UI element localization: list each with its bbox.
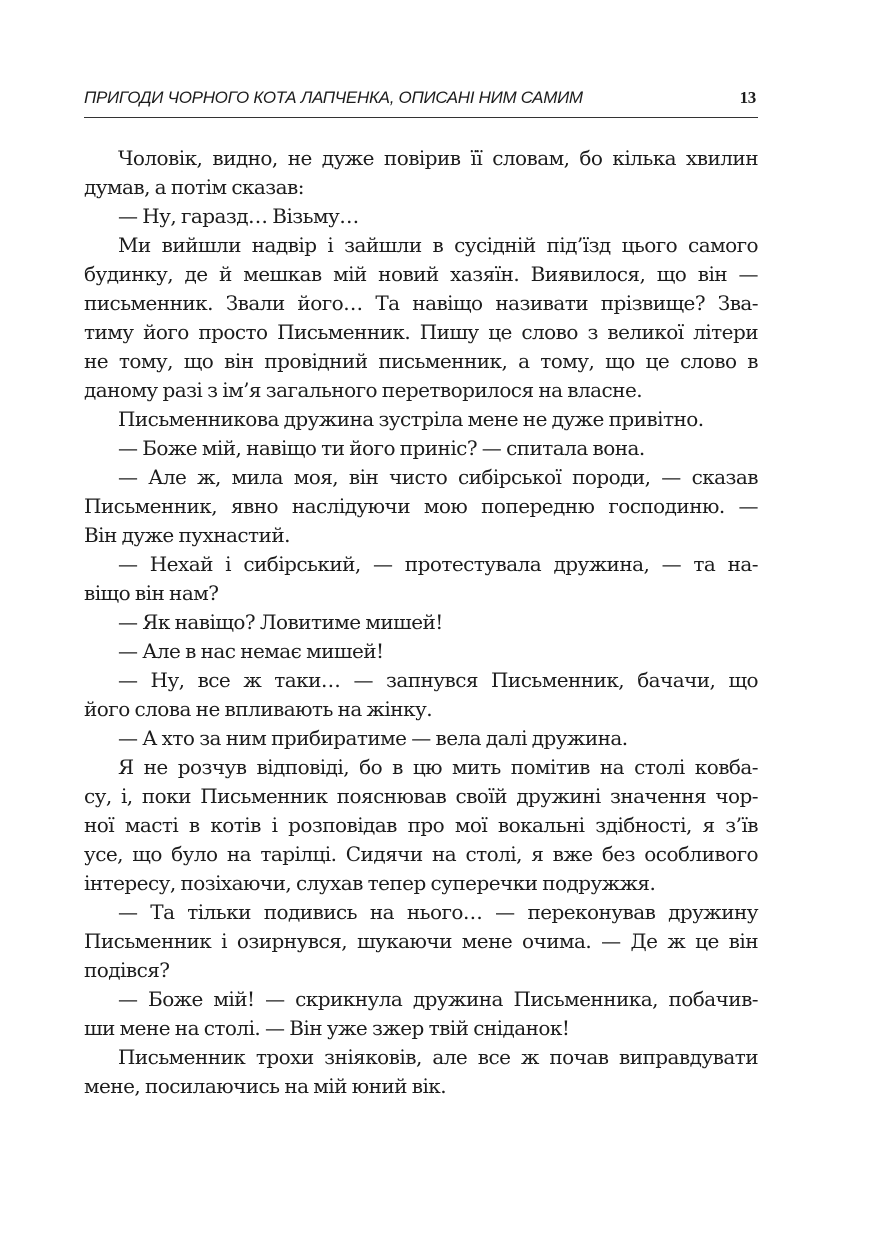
- text-line: Ми вийшли надвір і зайшли в сусідній під’їзд цього самого: [118, 233, 758, 257]
- body-text: [84, 144, 758, 1101]
- text-line: — Ну, гаразд… Візьму…: [118, 204, 359, 228]
- text-line: ної масті в котів і розповідав про мої вокальні здібності, я з’їв: [84, 813, 758, 837]
- text-line: віщо він нам?: [84, 581, 219, 605]
- text-line: Письменникова дружина зустріла мене не дуже привітно.: [118, 407, 704, 431]
- text-line: — Боже мій, навіщо ти його приніс? — спитала вона.: [118, 436, 645, 460]
- running-header: [84, 88, 758, 112]
- text-line: думав, а потім сказав:: [84, 175, 304, 199]
- text-line: мене, посилаючись на мій юний вік.: [84, 1074, 447, 1098]
- text-line: письменник. Звали його… Та навіщо називати прізвище? Зва-: [84, 291, 758, 315]
- text-line: його слова не впливають на жінку.: [84, 697, 433, 721]
- text-line: су, і, поки Письменник пояснював своїй дружині значення чор-: [84, 784, 758, 808]
- text-line: — Боже мій! — скрикнула дружина Письменника, побачив-: [118, 987, 758, 1011]
- running-header-title: ПРИГОДИ ЧОРНОГО КОТА ЛАПЧЕНКА, ОПИСАНІ НИМ САМИМ: [84, 88, 583, 107]
- text-line: — Нехай і сибірський, — протестувала дружина, — та на-: [118, 552, 758, 576]
- text-line: — Але ж, мила моя, він чисто сибірської породи, — сказав: [118, 465, 758, 489]
- text-line: Письменник і озирнувся, шукаючи мене очима. — Де ж це він: [84, 929, 758, 953]
- text-line: подівся?: [84, 958, 170, 982]
- text-line: Чоловік, видно, не дуже повірив її словам, бо кілька хвилин: [118, 146, 758, 170]
- text-line: не тому, що він провідний письменник, а тому, що це слово в: [84, 349, 758, 373]
- text-line: Я не розчув відповіді, бо в цю мить помітив на столі ковба-: [118, 755, 758, 779]
- text-line: — Але в нас немає мишей!: [118, 639, 384, 663]
- header-rule: [84, 117, 758, 118]
- text-line: — Та тільки подивись на нього… — переконував дружину: [118, 900, 758, 924]
- text-line: Письменник трохи зніяковів, але все ж почав виправдувати: [118, 1045, 758, 1069]
- text-line: інтересу, позіхаючи, слухав тепер суперечки подружжя.: [84, 871, 656, 895]
- text-line: будинку, де й мешкав мій новий хазяїн. Виявилося, що він —: [84, 262, 758, 286]
- text-line: тиму його просто Письменник. Пишу це слово з великої літери: [84, 320, 758, 344]
- text-line: ши мене на столі. — Він уже зжер твій сніданок!: [84, 1016, 570, 1040]
- text-line: — Як навіщо? Ловитиме мишей!: [118, 610, 443, 634]
- text-line: Письменник, явно наслідуючи мою попередню господиню. —: [84, 494, 758, 518]
- text-line: даному разі з ім’я загального перетворилося на власне.: [84, 378, 643, 402]
- text-line: усе, що було на тарілці. Сидячи на столі, я вже без особливого: [84, 842, 758, 866]
- text-line: Він дуже пухнастий.: [84, 523, 290, 547]
- page-number: 13: [739, 88, 756, 107]
- text-line: — Ну, все ж таки… — запнувся Письменник, бачачи, що: [118, 668, 758, 692]
- text-line: — А хто за ним прибиратиме — вела далі дружина.: [118, 726, 628, 750]
